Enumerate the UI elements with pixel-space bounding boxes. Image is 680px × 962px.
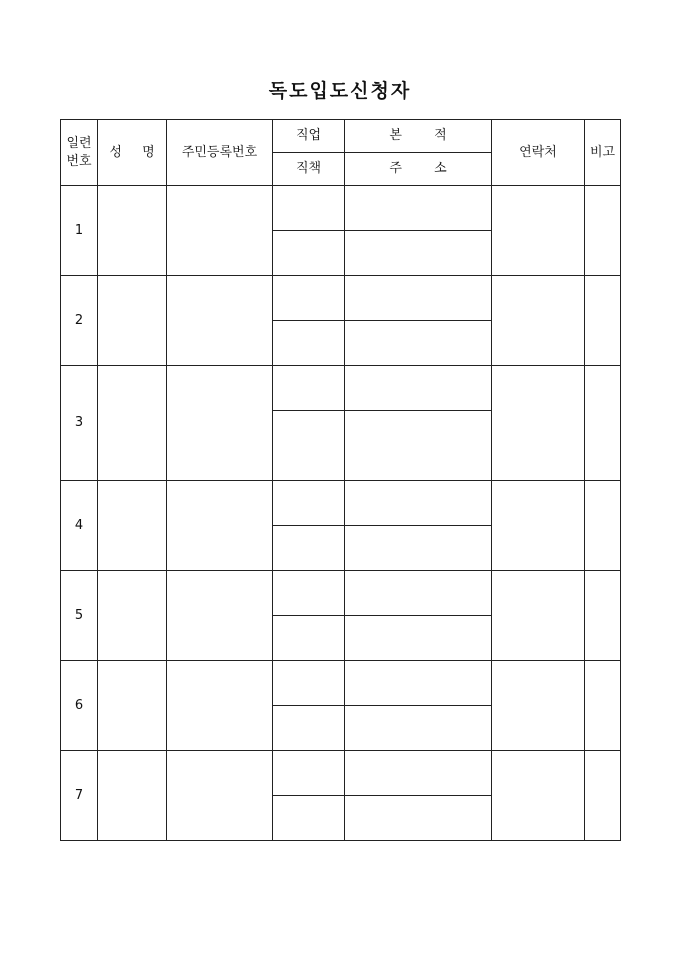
form-title: 독도입도신청자 — [268, 80, 412, 102]
remarks-cell[interactable] — [585, 186, 621, 276]
position-cell[interactable] — [273, 706, 345, 751]
address-header: 주 소 — [345, 153, 492, 186]
contact-header: 연락처 — [492, 120, 585, 186]
position-cell[interactable] — [273, 616, 345, 661]
address-cell[interactable] — [345, 616, 492, 661]
name-cell[interactable] — [98, 661, 167, 751]
resident-number-cell[interactable] — [167, 366, 273, 481]
row-number: 6 — [61, 661, 98, 751]
position-cell[interactable] — [273, 321, 345, 366]
table-row — [61, 481, 621, 526]
remarks-cell[interactable] — [585, 751, 621, 841]
contact-cell[interactable] — [492, 481, 585, 571]
contact-cell[interactable] — [492, 366, 585, 481]
contact-cell[interactable] — [492, 186, 585, 276]
remarks-cell[interactable] — [585, 571, 621, 661]
row-number: 5 — [61, 571, 98, 661]
position-cell[interactable] — [273, 796, 345, 841]
address-cell[interactable] — [345, 411, 492, 481]
name-cell[interactable] — [98, 186, 167, 276]
name-cell[interactable] — [98, 481, 167, 571]
row-number: 3 — [61, 366, 98, 481]
position-header: 직책 — [273, 153, 345, 186]
address-cell[interactable] — [345, 526, 492, 571]
resident-number-cell[interactable] — [167, 481, 273, 571]
occupation-cell[interactable] — [273, 481, 345, 526]
occupation-cell[interactable] — [273, 276, 345, 321]
resident-number-cell[interactable] — [167, 276, 273, 366]
domicile-header: 본 적 — [345, 120, 492, 153]
domicile-cell[interactable] — [345, 481, 492, 526]
resident-number-cell[interactable] — [167, 186, 273, 276]
domicile-cell[interactable] — [345, 751, 492, 796]
domicile-cell[interactable] — [345, 186, 492, 231]
table-row — [61, 571, 621, 616]
remarks-cell[interactable] — [585, 366, 621, 481]
address-cell[interactable] — [345, 231, 492, 276]
name-cell[interactable] — [98, 366, 167, 481]
table-row — [61, 186, 621, 231]
name-header: 성 명 — [98, 120, 167, 186]
position-cell[interactable] — [273, 411, 345, 481]
remarks-header: 비고 — [585, 120, 621, 186]
resident-number-cell[interactable] — [167, 571, 273, 661]
occupation-cell[interactable] — [273, 751, 345, 796]
table-row — [61, 366, 621, 411]
row-number: 7 — [61, 751, 98, 841]
remarks-cell[interactable] — [585, 276, 621, 366]
contact-cell[interactable] — [492, 751, 585, 841]
position-cell[interactable] — [273, 231, 345, 276]
address-cell[interactable] — [345, 321, 492, 366]
occupation-cell[interactable] — [273, 571, 345, 616]
resident-number-cell[interactable] — [167, 661, 273, 751]
serial-header — [61, 120, 98, 186]
resident-number-cell[interactable] — [167, 751, 273, 841]
remarks-cell[interactable] — [585, 481, 621, 571]
table-row — [61, 751, 621, 796]
applicant-table — [60, 119, 621, 841]
domicile-cell[interactable] — [345, 571, 492, 616]
address-cell[interactable] — [345, 706, 492, 751]
occupation-cell[interactable] — [273, 366, 345, 411]
domicile-cell[interactable] — [345, 276, 492, 321]
table-row — [61, 661, 621, 706]
occupation-cell[interactable] — [273, 186, 345, 231]
serial-header-line1: 일련 — [66, 135, 92, 151]
name-cell[interactable] — [98, 571, 167, 661]
name-cell[interactable] — [98, 276, 167, 366]
domicile-cell[interactable] — [345, 661, 492, 706]
row-number: 4 — [61, 481, 98, 571]
contact-cell[interactable] — [492, 571, 585, 661]
name-cell[interactable] — [98, 751, 167, 841]
header-row-1 — [61, 120, 621, 153]
contact-cell[interactable] — [492, 661, 585, 751]
occupation-header: 직업 — [273, 120, 345, 153]
position-cell[interactable] — [273, 526, 345, 571]
occupation-cell[interactable] — [273, 661, 345, 706]
row-number: 1 — [61, 186, 98, 276]
contact-cell[interactable] — [492, 276, 585, 366]
domicile-cell[interactable] — [345, 366, 492, 411]
row-number: 2 — [61, 276, 98, 366]
remarks-cell[interactable] — [585, 661, 621, 751]
serial-header-line2: 번호 — [66, 153, 92, 169]
address-cell[interactable] — [345, 796, 492, 841]
table-row — [61, 276, 621, 321]
resident-number-header: 주민등록번호 — [167, 120, 273, 186]
